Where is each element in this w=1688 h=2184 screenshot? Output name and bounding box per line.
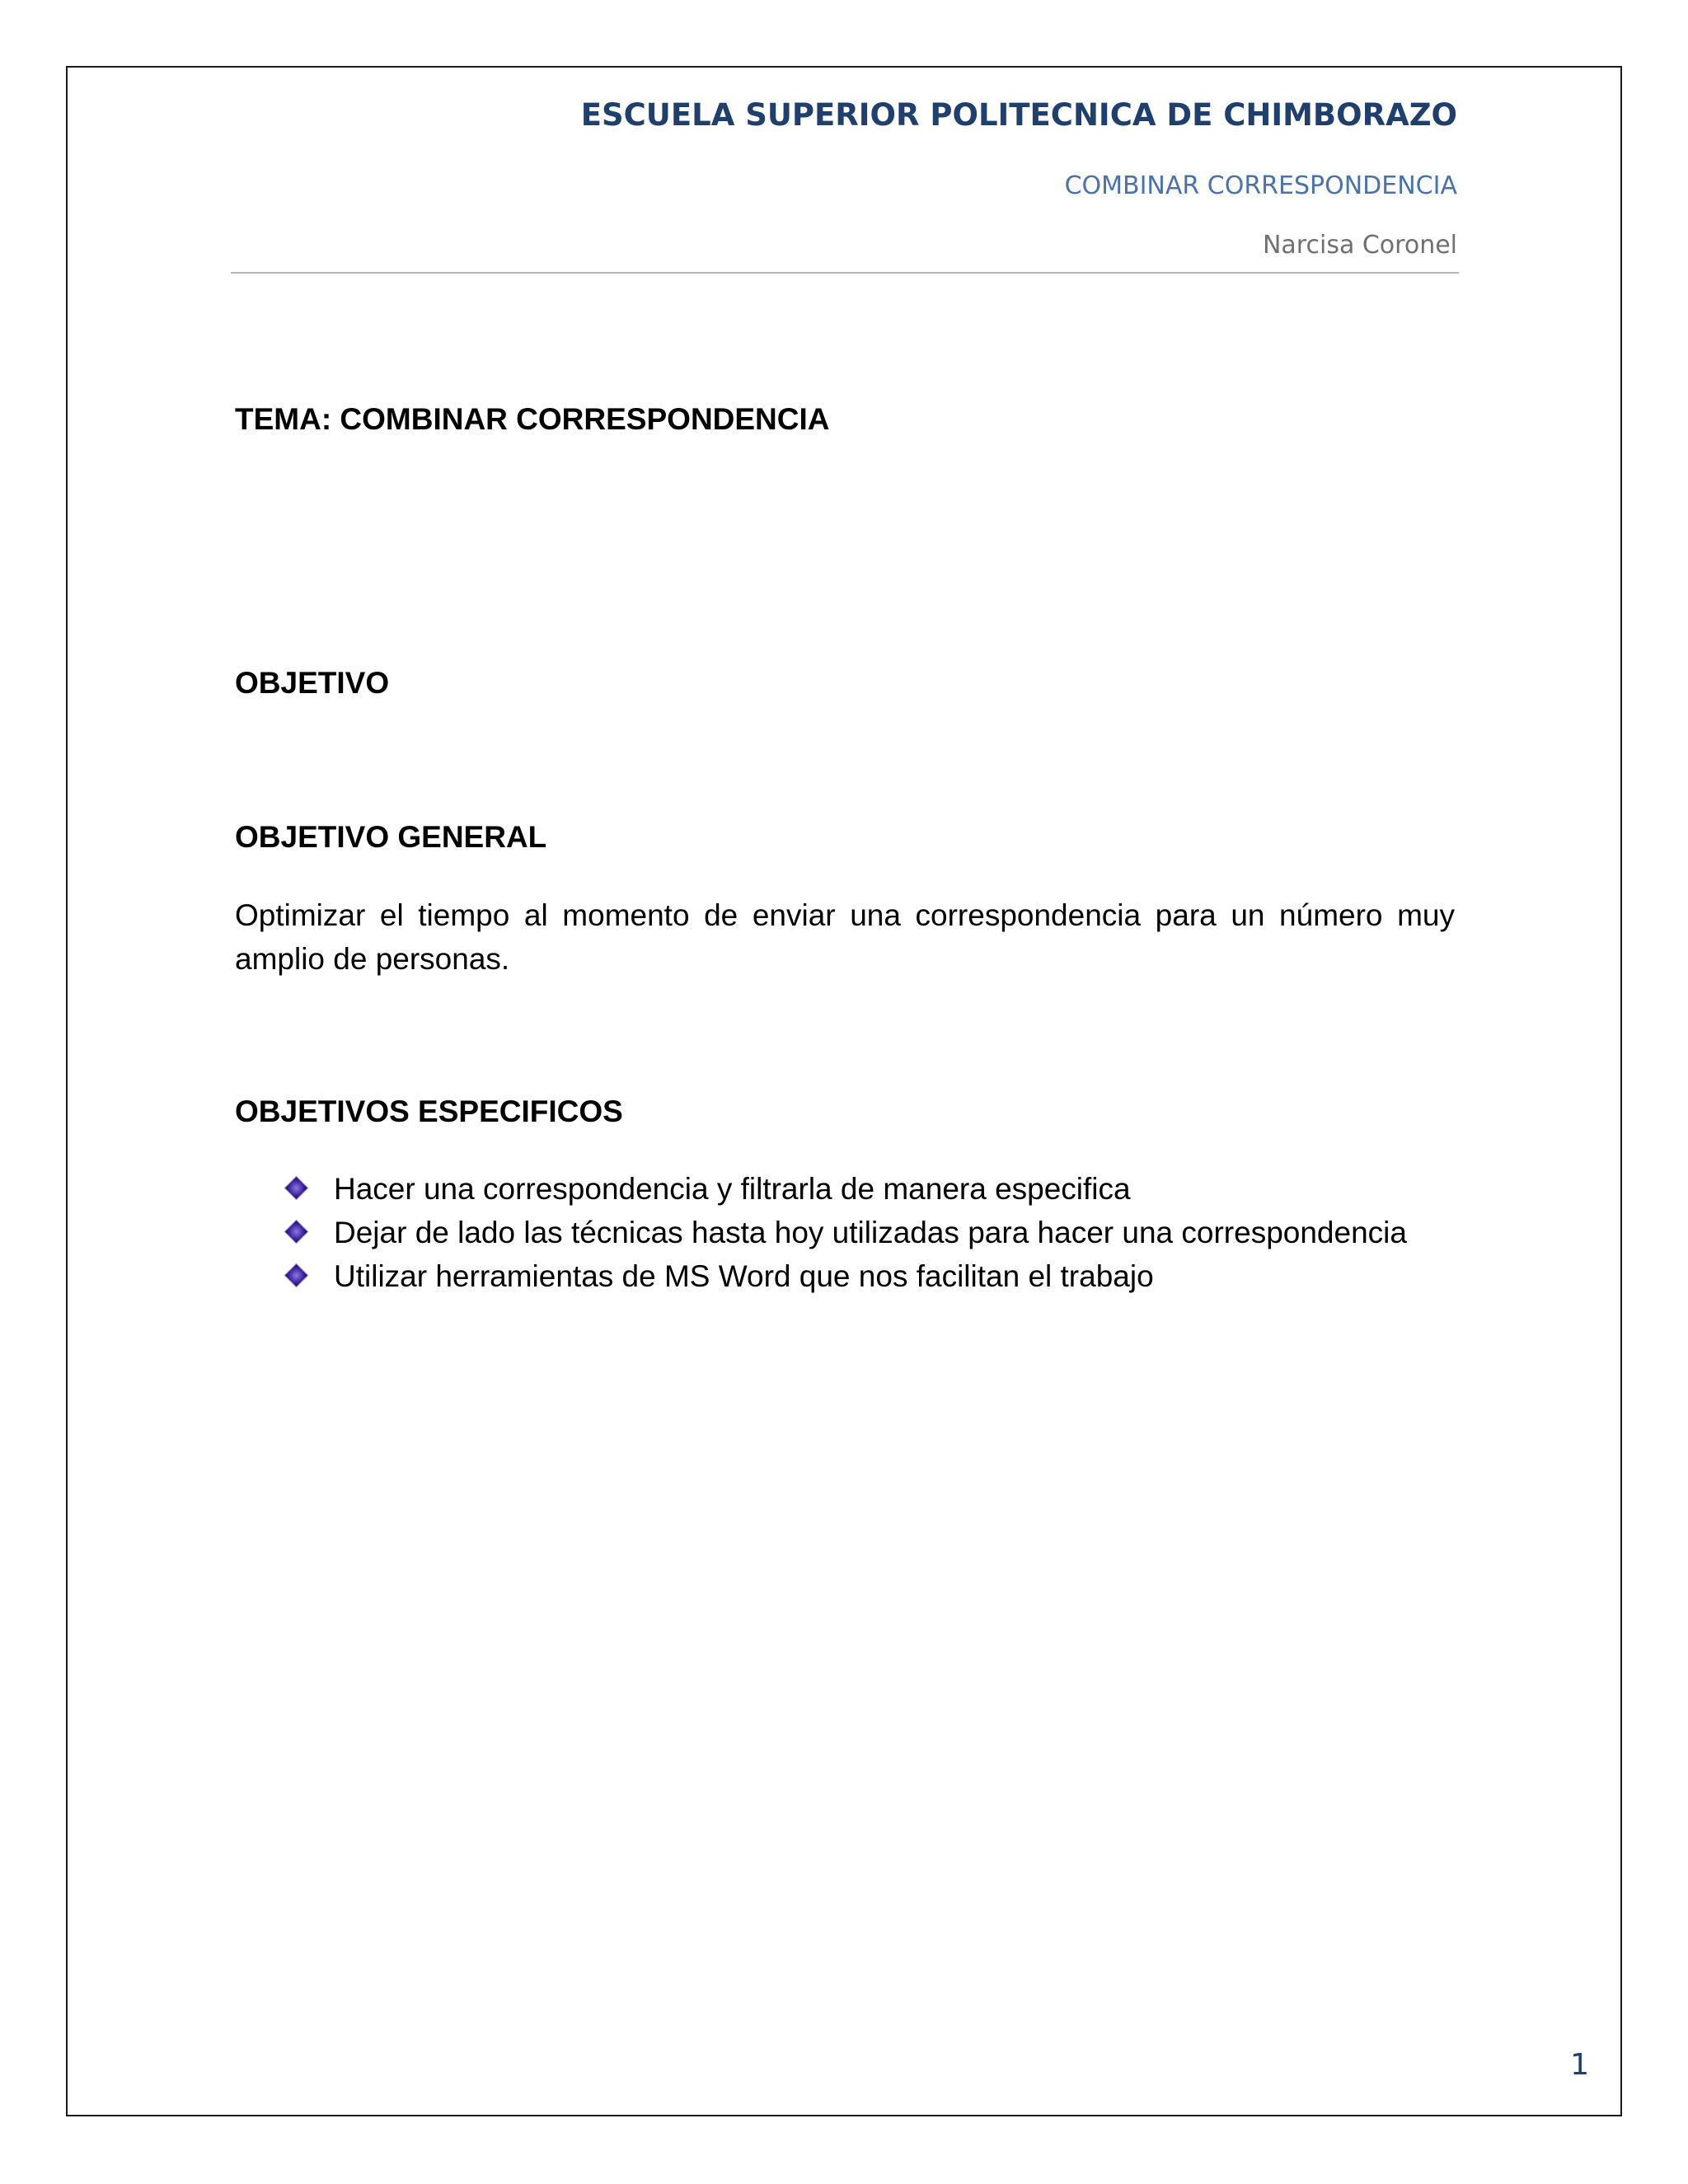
page-number: 1 (1570, 2048, 1589, 2082)
objetivo-general-text: Optimizar el tiempo al momento de enviar una correspondencia para un número muy amplio de personas. (235, 898, 1455, 976)
objetivos-especificos-heading: OBJETIVOS ESPECIFICOS (235, 1094, 623, 1128)
diamond-icon (285, 1221, 307, 1243)
diamond-icon (285, 1177, 307, 1199)
objetivos-especificos-list (235, 1167, 1455, 1298)
list-item-text: Dejar de lado las técnicas hasta hoy utilizadas para hacer una correspondencia (334, 1216, 1407, 1249)
header-divider (231, 272, 1459, 274)
page-border (66, 66, 1622, 2116)
header-author: Narcisa Coronel (1262, 231, 1457, 260)
diamond-icon (285, 1264, 307, 1286)
tema-heading: TEMA: COMBINAR CORRESPONDENCIA (235, 402, 830, 436)
header-school-name: ESCUELA SUPERIOR POLITECNICA DE CHIMBORAZO (580, 97, 1457, 133)
list-item-text: Hacer una correspondencia y filtrarla de manera especifica (334, 1172, 1131, 1206)
list-item-text: Utilizar herramientas de MS Word que nos facilitan el trabajo (334, 1259, 1154, 1293)
list-item (235, 1211, 1455, 1254)
list-item (235, 1167, 1455, 1211)
list-item (235, 1254, 1455, 1298)
objetivo-heading: OBJETIVO (235, 666, 390, 700)
objetivo-general-heading: OBJETIVO GENERAL (235, 820, 547, 854)
header-topic: COMBINAR CORRESPONDENCIA (1064, 171, 1457, 200)
